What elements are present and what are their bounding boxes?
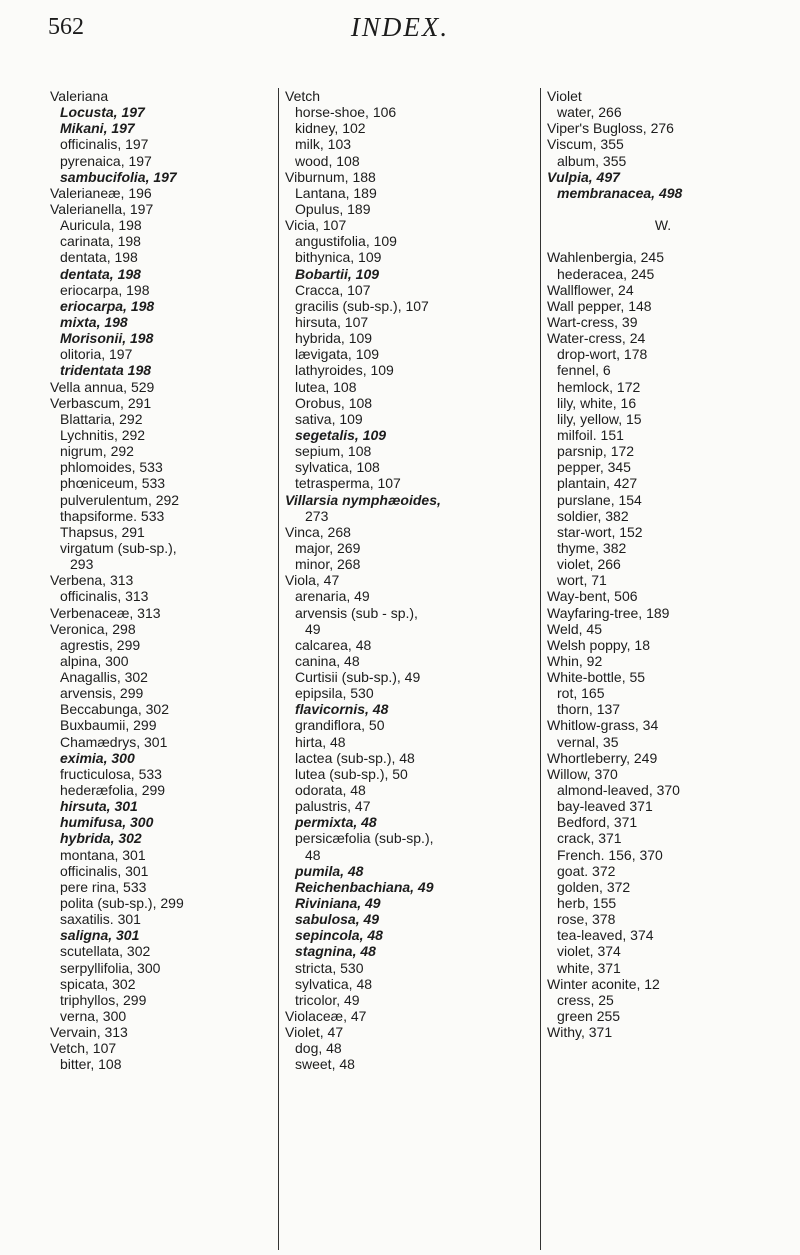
index-entry: Wart-cress, 39 xyxy=(547,313,638,330)
index-entry: dog, 48 xyxy=(295,1040,342,1057)
index-entry: bithynica, 109 xyxy=(295,249,382,266)
index-entry: goat. 372 xyxy=(557,862,616,879)
index-entry: Viscum, 355 xyxy=(547,136,624,153)
index-entry: eriocarpa, 198 xyxy=(60,297,155,314)
index-entry: grandiflora, 50 xyxy=(295,717,385,734)
index-entry: Vervain, 313 xyxy=(50,1024,128,1041)
index-entry: hemlock, 172 xyxy=(557,378,641,395)
index-entry: angustifolia, 109 xyxy=(295,233,397,250)
index-entry: officinalis, 313 xyxy=(60,588,149,605)
page-header xyxy=(0,0,800,70)
index-entry: milfoil. 151 xyxy=(557,426,624,443)
index-entry: Viper's Bugloss, 276 xyxy=(547,120,674,137)
index-entry: Winter aconite, 12 xyxy=(547,975,660,992)
index-entry: epipsila, 530 xyxy=(295,685,374,702)
index-entry: Whortleberry, 249 xyxy=(547,749,658,766)
index-entry: Lychnitis, 292 xyxy=(60,426,146,443)
running-title: INDEX. xyxy=(350,12,450,42)
index-entry: sylvatica, 48 xyxy=(295,975,373,992)
index-entry: pulverulentum, 292 xyxy=(60,491,180,508)
index-entry: Blattaria, 292 xyxy=(60,410,143,427)
index-entry: Vella annua, 529 xyxy=(50,378,155,395)
index-entry: Vetch, 107 xyxy=(50,1040,117,1057)
index-entry: bitter, 108 xyxy=(60,1056,122,1073)
index-entry: water, 266 xyxy=(557,104,622,121)
index-entry: Welsh poppy, 18 xyxy=(547,636,650,653)
index-entry: Anagallis, 302 xyxy=(60,669,148,686)
index-entry: carinata, 198 xyxy=(60,233,141,250)
index-entry: violet, 266 xyxy=(557,556,621,573)
index-entry: Vicia, 107 xyxy=(285,217,347,234)
index-entry: Water-cress, 24 xyxy=(547,330,646,347)
index-entry: tricolor, 49 xyxy=(295,991,360,1008)
index-entry: mixta, 198 xyxy=(60,313,128,330)
index-entry: bay-leaved 371 xyxy=(557,798,653,815)
index-entry: nigrum, 292 xyxy=(60,443,134,460)
index-entry: rot, 165 xyxy=(557,685,605,702)
index-entry: plantain, 427 xyxy=(557,475,638,492)
index-entry: canina, 48 xyxy=(295,652,360,669)
index-entry: fructiculosa, 533 xyxy=(60,765,162,782)
index-entry: Morisonii, 198 xyxy=(60,330,154,347)
index-entry: Thapsus, 291 xyxy=(60,523,145,540)
index-entry: serpyllifolia, 300 xyxy=(60,959,161,976)
index-entry: gracilis (sub-sp.), 107 xyxy=(295,297,429,314)
index-entry: stagnina, 48 xyxy=(295,943,376,960)
index-entry xyxy=(547,201,779,217)
index-entry: Wahlenbergia, 245 xyxy=(547,249,665,266)
index-entry: sylvatica, 108 xyxy=(295,459,380,476)
index-entry: spicata, 302 xyxy=(60,975,136,992)
index-entry: sativa, 109 xyxy=(295,410,363,427)
index-entry: 49 xyxy=(305,620,321,637)
index-entry: lutea (sub-sp.), 50 xyxy=(295,765,408,782)
index-entry: Curtisii (sub-sp.), 49 xyxy=(295,669,421,686)
index-entry: wood, 108 xyxy=(295,152,360,169)
index-entry: soldier, 382 xyxy=(557,507,629,524)
index-entry: wort, 71 xyxy=(557,572,607,589)
index-entry: Verbascum, 291 xyxy=(50,394,152,411)
index-entry: vernal, 35 xyxy=(557,733,619,750)
index-entry: minor, 268 xyxy=(295,556,361,573)
index-entry: Viola, 47 xyxy=(285,572,340,589)
index-entry: Violet xyxy=(547,88,582,104)
index-entry: Verbena, 313 xyxy=(50,572,134,589)
index-entry: tridentata 198 xyxy=(60,362,152,379)
index-entry: Wayfaring-tree, 189 xyxy=(547,604,670,621)
index-entry: Weld, 45 xyxy=(547,620,602,637)
index-entry: pepper, 345 xyxy=(557,459,631,476)
index-entry: segetalis, 109 xyxy=(295,426,387,443)
index-entry: pere rina, 533 xyxy=(60,878,147,895)
index-entry: Viburnum, 188 xyxy=(285,168,376,185)
index-entry: scutellata, 302 xyxy=(60,943,151,960)
index-entry: persicæfolia (sub-sp.), xyxy=(295,830,434,847)
index-entry: agrestis, 299 xyxy=(60,636,141,653)
index-entry: almond-leaved, 370 xyxy=(557,782,680,799)
index-entry: arvensis, 299 xyxy=(60,685,144,702)
index-entry: tetrasperma, 107 xyxy=(295,475,401,492)
index-entry: lutea, 108 xyxy=(295,378,357,395)
index-entry: pumila, 48 xyxy=(295,862,364,879)
index-entry: album, 355 xyxy=(557,152,627,169)
index-entry: Violet, 47 xyxy=(285,1024,344,1041)
index-entry: purslane, 154 xyxy=(557,491,642,508)
section-letter: W. xyxy=(654,217,672,234)
index-entry: pyrenaica, 197 xyxy=(60,152,152,169)
index-entry: sepincola, 48 xyxy=(295,927,383,944)
index-entry: 48 xyxy=(305,846,321,863)
index-entry: saxatilis. 301 xyxy=(60,911,141,928)
index-entry: Villarsia nymphæoides, xyxy=(285,491,441,508)
index-entry: Reichenbachiana, 49 xyxy=(295,878,434,895)
index-entry: parsnip, 172 xyxy=(557,443,635,460)
index-entry: lathyroides, 109 xyxy=(295,362,394,379)
index-entry: White-bottle, 55 xyxy=(547,669,646,686)
index-entry: herb, 155 xyxy=(557,895,617,912)
index-entry: flavicornis, 48 xyxy=(295,701,389,718)
index-entry: Vinca, 268 xyxy=(285,523,351,540)
index-entry xyxy=(547,233,779,249)
index-entry: lactea (sub-sp.), 48 xyxy=(295,749,415,766)
index-entry: crack, 371 xyxy=(557,830,622,847)
index-entry: Veronica, 298 xyxy=(50,620,136,637)
index-entry: lily, white, 16 xyxy=(557,394,637,411)
index-entry: Whitlow-grass, 34 xyxy=(547,717,659,734)
index-entry: 273 xyxy=(305,507,329,524)
index-entry: membranacea, 498 xyxy=(557,184,683,201)
index-entry: star-wort, 152 xyxy=(557,523,643,540)
index-entry: hybrida, 302 xyxy=(60,830,142,847)
index-entry: golden, 372 xyxy=(557,878,631,895)
index-entry: fennel, 6 xyxy=(557,362,611,379)
index-entry: montana, 301 xyxy=(60,846,146,863)
index-entry: sepium, 108 xyxy=(295,443,372,460)
index-entry: major, 269 xyxy=(295,539,361,556)
index-entry: hirsuta, 301 xyxy=(60,798,138,815)
index-entry: hybrida, 109 xyxy=(295,330,373,347)
index-entry: Auricula, 198 xyxy=(60,217,142,234)
index-entry: Lantana, 189 xyxy=(295,184,377,201)
index-column-3 xyxy=(540,88,779,1250)
index-entry: eximia, 300 xyxy=(60,749,135,766)
index-entry: virgatum (sub-sp.), xyxy=(60,539,177,556)
index-entry: alpina, 300 xyxy=(60,652,129,669)
index-entry: Beccabunga, 302 xyxy=(60,701,169,718)
index-entry: thapsiforme. 533 xyxy=(60,507,165,524)
index-entry: Valerianeæ, 196 xyxy=(50,184,152,201)
index-entry: lævigata, 109 xyxy=(295,346,380,363)
index-entry: dentata, 198 xyxy=(60,265,141,282)
index-entry: milk, 103 xyxy=(295,136,352,153)
index-entry: triphyllos, 299 xyxy=(60,991,147,1008)
index-entry: thorn, 137 xyxy=(557,701,621,718)
index-entry: Chamædrys, 301 xyxy=(60,733,168,750)
index-entry: Buxbaumii, 299 xyxy=(60,717,157,734)
index-entry: lily, yellow, 15 xyxy=(557,410,642,427)
index-entry: phœniceum, 533 xyxy=(60,475,166,492)
index-entry: hederæfolia, 299 xyxy=(60,782,166,799)
index-entry: officinalis, 197 xyxy=(60,136,149,153)
index-entry: Bobartii, 109 xyxy=(295,265,380,282)
index-entry: Valerianella, 197 xyxy=(50,200,154,217)
index-entry: horse-shoe, 106 xyxy=(295,104,397,121)
index-entry: Violaceæ, 47 xyxy=(285,1008,367,1025)
index-entry: green 255 xyxy=(557,1008,621,1025)
page-number: 562 xyxy=(48,14,84,40)
index-entry: sweet, 48 xyxy=(295,1056,355,1073)
index-entry: saligna, 301 xyxy=(60,927,140,944)
index-entry: stricta, 530 xyxy=(295,959,364,976)
index-entry: polita (sub-sp.), 299 xyxy=(60,895,184,912)
index-entry: cress, 25 xyxy=(557,991,614,1008)
index-entry: violet, 374 xyxy=(557,943,621,960)
index-entry: officinalis, 301 xyxy=(60,862,149,879)
index-entry: Wall pepper, 148 xyxy=(547,297,652,314)
index-entry: rose, 378 xyxy=(557,911,616,928)
index-entry: hederacea, 245 xyxy=(557,265,655,282)
index-entry: Orobus, 108 xyxy=(295,394,373,411)
index-entry: Locusta, 197 xyxy=(60,104,145,121)
index-entry: Withy, 371 xyxy=(547,1024,613,1041)
index-entry: Willow, 370 xyxy=(547,765,618,782)
index-entry: humifusa, 300 xyxy=(60,814,154,831)
index-entry: Verbenaceæ, 313 xyxy=(50,604,161,621)
index-entry: French. 156, 370 xyxy=(557,846,663,863)
index-entry: tea-leaved, 374 xyxy=(557,927,654,944)
index-entry: phlomoides, 533 xyxy=(60,459,163,476)
index-entry: Vulpia, 497 xyxy=(547,168,620,185)
index-entry: thyme, 382 xyxy=(557,539,627,556)
index-entry: Mikani, 197 xyxy=(60,120,135,137)
index-entry: Riviniana, 49 xyxy=(295,895,381,912)
index-entry: hirsuta, 107 xyxy=(295,313,369,330)
index-entry: Way-bent, 506 xyxy=(547,588,638,605)
index-entry: calcarea, 48 xyxy=(295,636,372,653)
index-column-1 xyxy=(50,88,258,1073)
index-entry: 293 xyxy=(70,556,94,573)
index-entry: sambucifolia, 197 xyxy=(60,168,177,185)
index-entry: palustris, 47 xyxy=(295,798,371,815)
index-entry: sabulosa, 49 xyxy=(295,911,380,928)
index-entry: Wallflower, 24 xyxy=(547,281,634,298)
index-entry: Opulus, 189 xyxy=(295,200,371,217)
index-entry: drop-wort, 178 xyxy=(557,346,648,363)
index-entry: odorata, 48 xyxy=(295,782,366,799)
index-entry: Vetch xyxy=(285,88,321,104)
index-entry: Cracca, 107 xyxy=(295,281,371,298)
index-entry: Bedford, 371 xyxy=(557,814,638,831)
index-entry: Whin, 92 xyxy=(547,652,603,669)
index-entry: dentata, 198 xyxy=(60,249,138,266)
index-entry: hirta, 48 xyxy=(295,733,346,750)
index-column-2 xyxy=(278,88,515,1250)
index-entry: permixta, 48 xyxy=(295,814,377,831)
index-entry: arvensis (sub - sp.), xyxy=(295,604,418,621)
index-entry: Valeriana xyxy=(50,88,109,104)
index-entry: arenaria, 49 xyxy=(295,588,370,605)
index-entry: white, 371 xyxy=(557,959,621,976)
index-entry: verna, 300 xyxy=(60,1008,127,1025)
index-entry: eriocarpa, 198 xyxy=(60,281,150,298)
index-entry: kidney, 102 xyxy=(295,120,366,137)
index-entry: olitoria, 197 xyxy=(60,346,133,363)
